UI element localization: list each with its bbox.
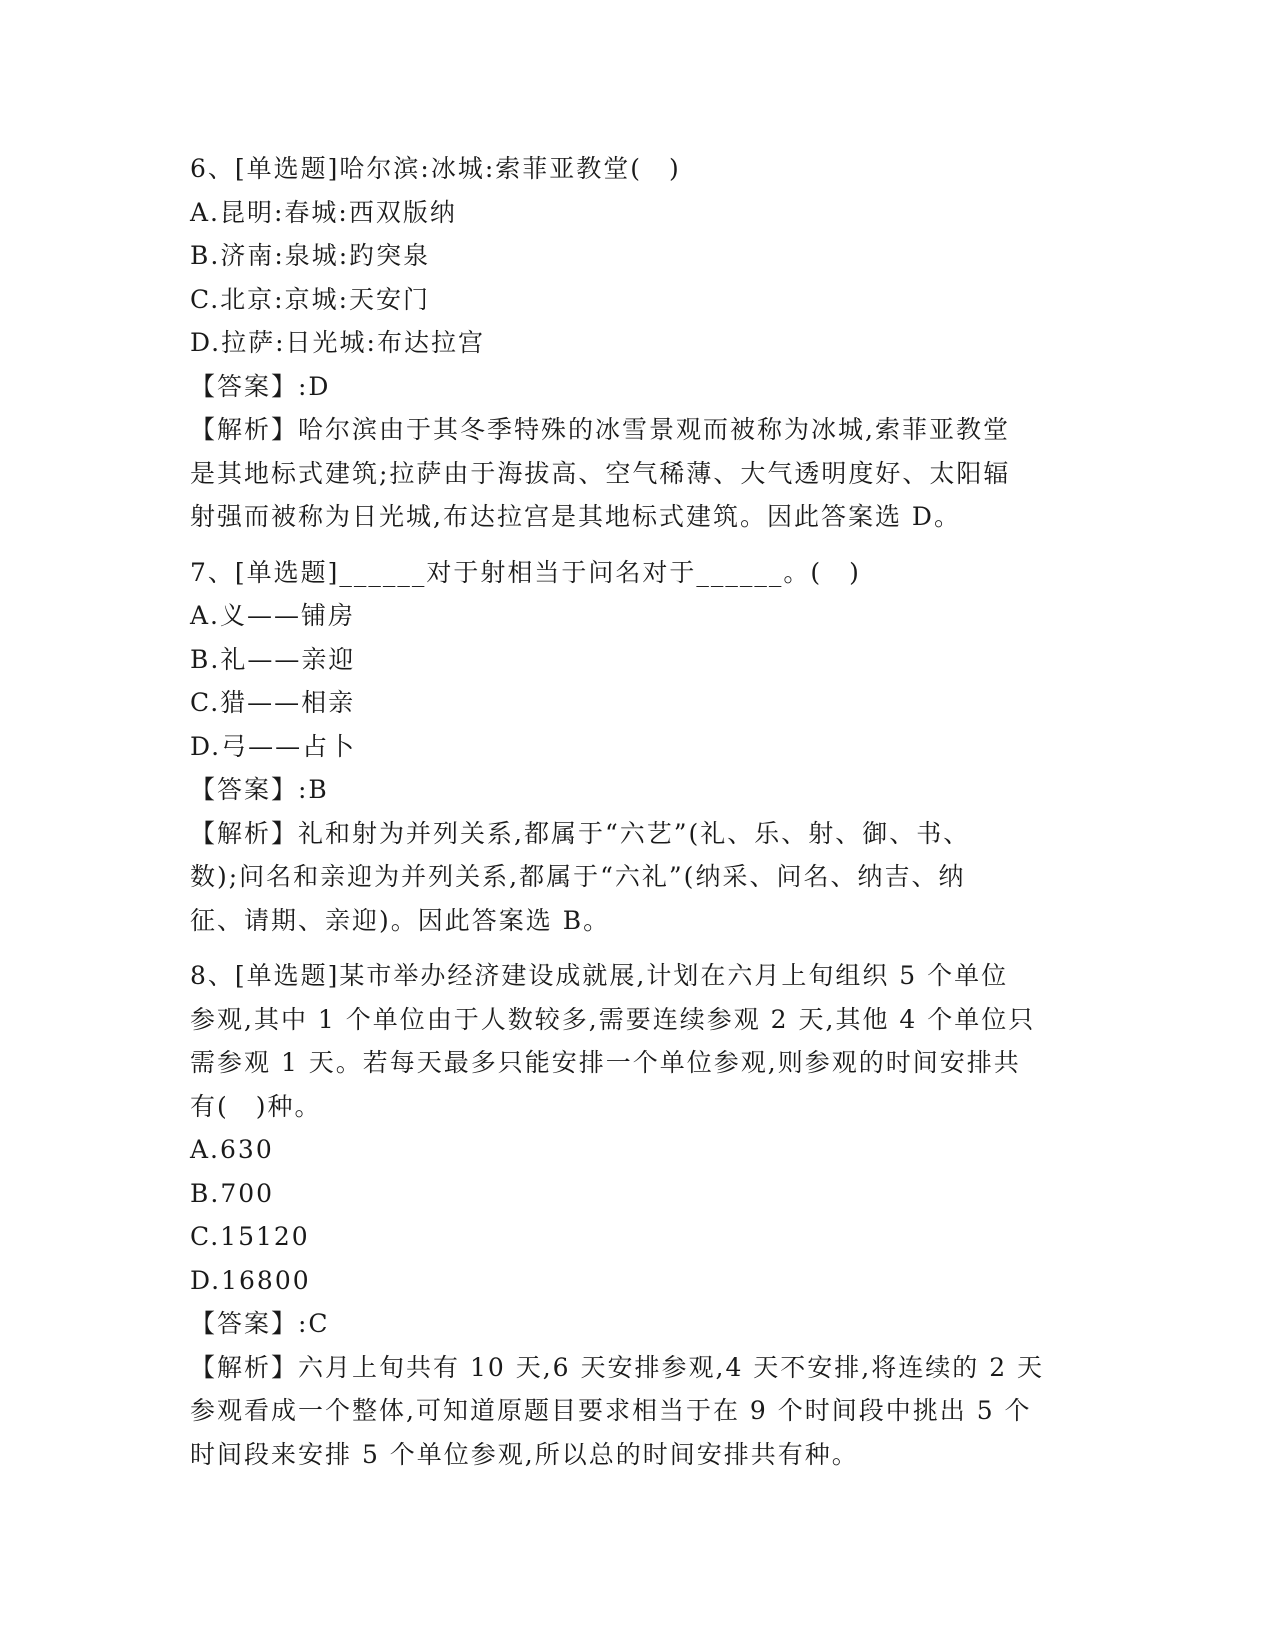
stem-line: 参观,其中 1 个单位由于人数较多,需要连续参观 2 天,其他 4 个单位只	[190, 1004, 1036, 1034]
spacer	[190, 942, 1080, 954]
option-c: C.猎——相亲	[190, 688, 356, 717]
question-7	[190, 551, 1080, 943]
stem-line: 有( )种。	[190, 1091, 322, 1121]
question-stem: 6、[单选题]哈尔滨:冰城:索菲亚教堂( )	[190, 154, 681, 183]
option-a: A.义——铺房	[190, 601, 356, 630]
analysis	[190, 1346, 1080, 1477]
stem-line: 8、[单选题]某市举办经济建设成就展,计划在六月上旬组织 5 个单位	[190, 961, 1009, 990]
question-8	[190, 954, 1080, 1476]
option-c: C.15120	[190, 1222, 310, 1251]
question-stem: 7、[单选题]______对于射相当于问名对于______。( )	[190, 557, 861, 587]
spacer	[190, 539, 1080, 551]
option-a: A.630	[190, 1135, 274, 1164]
analysis-line: 参观看成一个整体,可知道原题目要求相当于在 9 个时间段中挑出 5 个	[190, 1396, 1032, 1425]
option-d: D.弓——占卜	[190, 731, 357, 761]
answer: 【答案】:B	[190, 775, 329, 804]
analysis-line: 【解析】礼和射为并列关系,都属于“六艺”(礼、乐、射、御、书、	[190, 818, 971, 848]
option-d: D.拉萨:日光城:布达拉宫	[190, 328, 485, 357]
answer: 【答案】:D	[190, 371, 331, 401]
analysis-line: 【解析】哈尔滨由于其冬季特殊的冰雪景观而被称为冰城,索菲亚教堂	[190, 415, 1010, 444]
question-6	[190, 147, 1080, 539]
page-content	[190, 147, 1080, 1476]
option-a: A.昆明:春城:西双版纳	[190, 197, 457, 227]
analysis	[190, 812, 1080, 943]
option-d: D.16800	[190, 1265, 311, 1295]
analysis-line: 是其地标式建筑;拉萨由于海拔高、空气稀薄、大气透明度好、太阳辐	[190, 458, 1011, 488]
analysis	[190, 408, 1080, 539]
question-stem	[190, 954, 1080, 1128]
stem-line: 需参观 1 天。若每天最多只能安排一个单位参观,则参观的时间安排共	[190, 1048, 1021, 1077]
option-b: B.济南:泉城:趵突泉	[190, 241, 431, 270]
analysis-line: 征、请期、亲迎)。因此答案选 B。	[190, 905, 611, 935]
analysis-line: 时间段来安排 5 个单位参观,所以总的时间安排共有种。	[190, 1439, 859, 1469]
analysis-line: 数);问名和亲迎为并列关系,都属于“六礼”(纳采、问名、纳吉、纳	[190, 862, 966, 891]
option-b: B.700	[190, 1178, 275, 1208]
option-c: C.北京:京城:天安门	[190, 284, 431, 314]
answer: 【答案】:C	[190, 1309, 330, 1338]
analysis-line: 射强而被称为日光城,布达拉宫是其地标式建筑。因此答案选 D。	[190, 502, 961, 531]
analysis-line: 【解析】六月上旬共有 10 天,6 天安排参观,4 天不安排,将连续的 2 天	[190, 1352, 1045, 1382]
option-b: B.礼——亲迎	[190, 644, 356, 674]
